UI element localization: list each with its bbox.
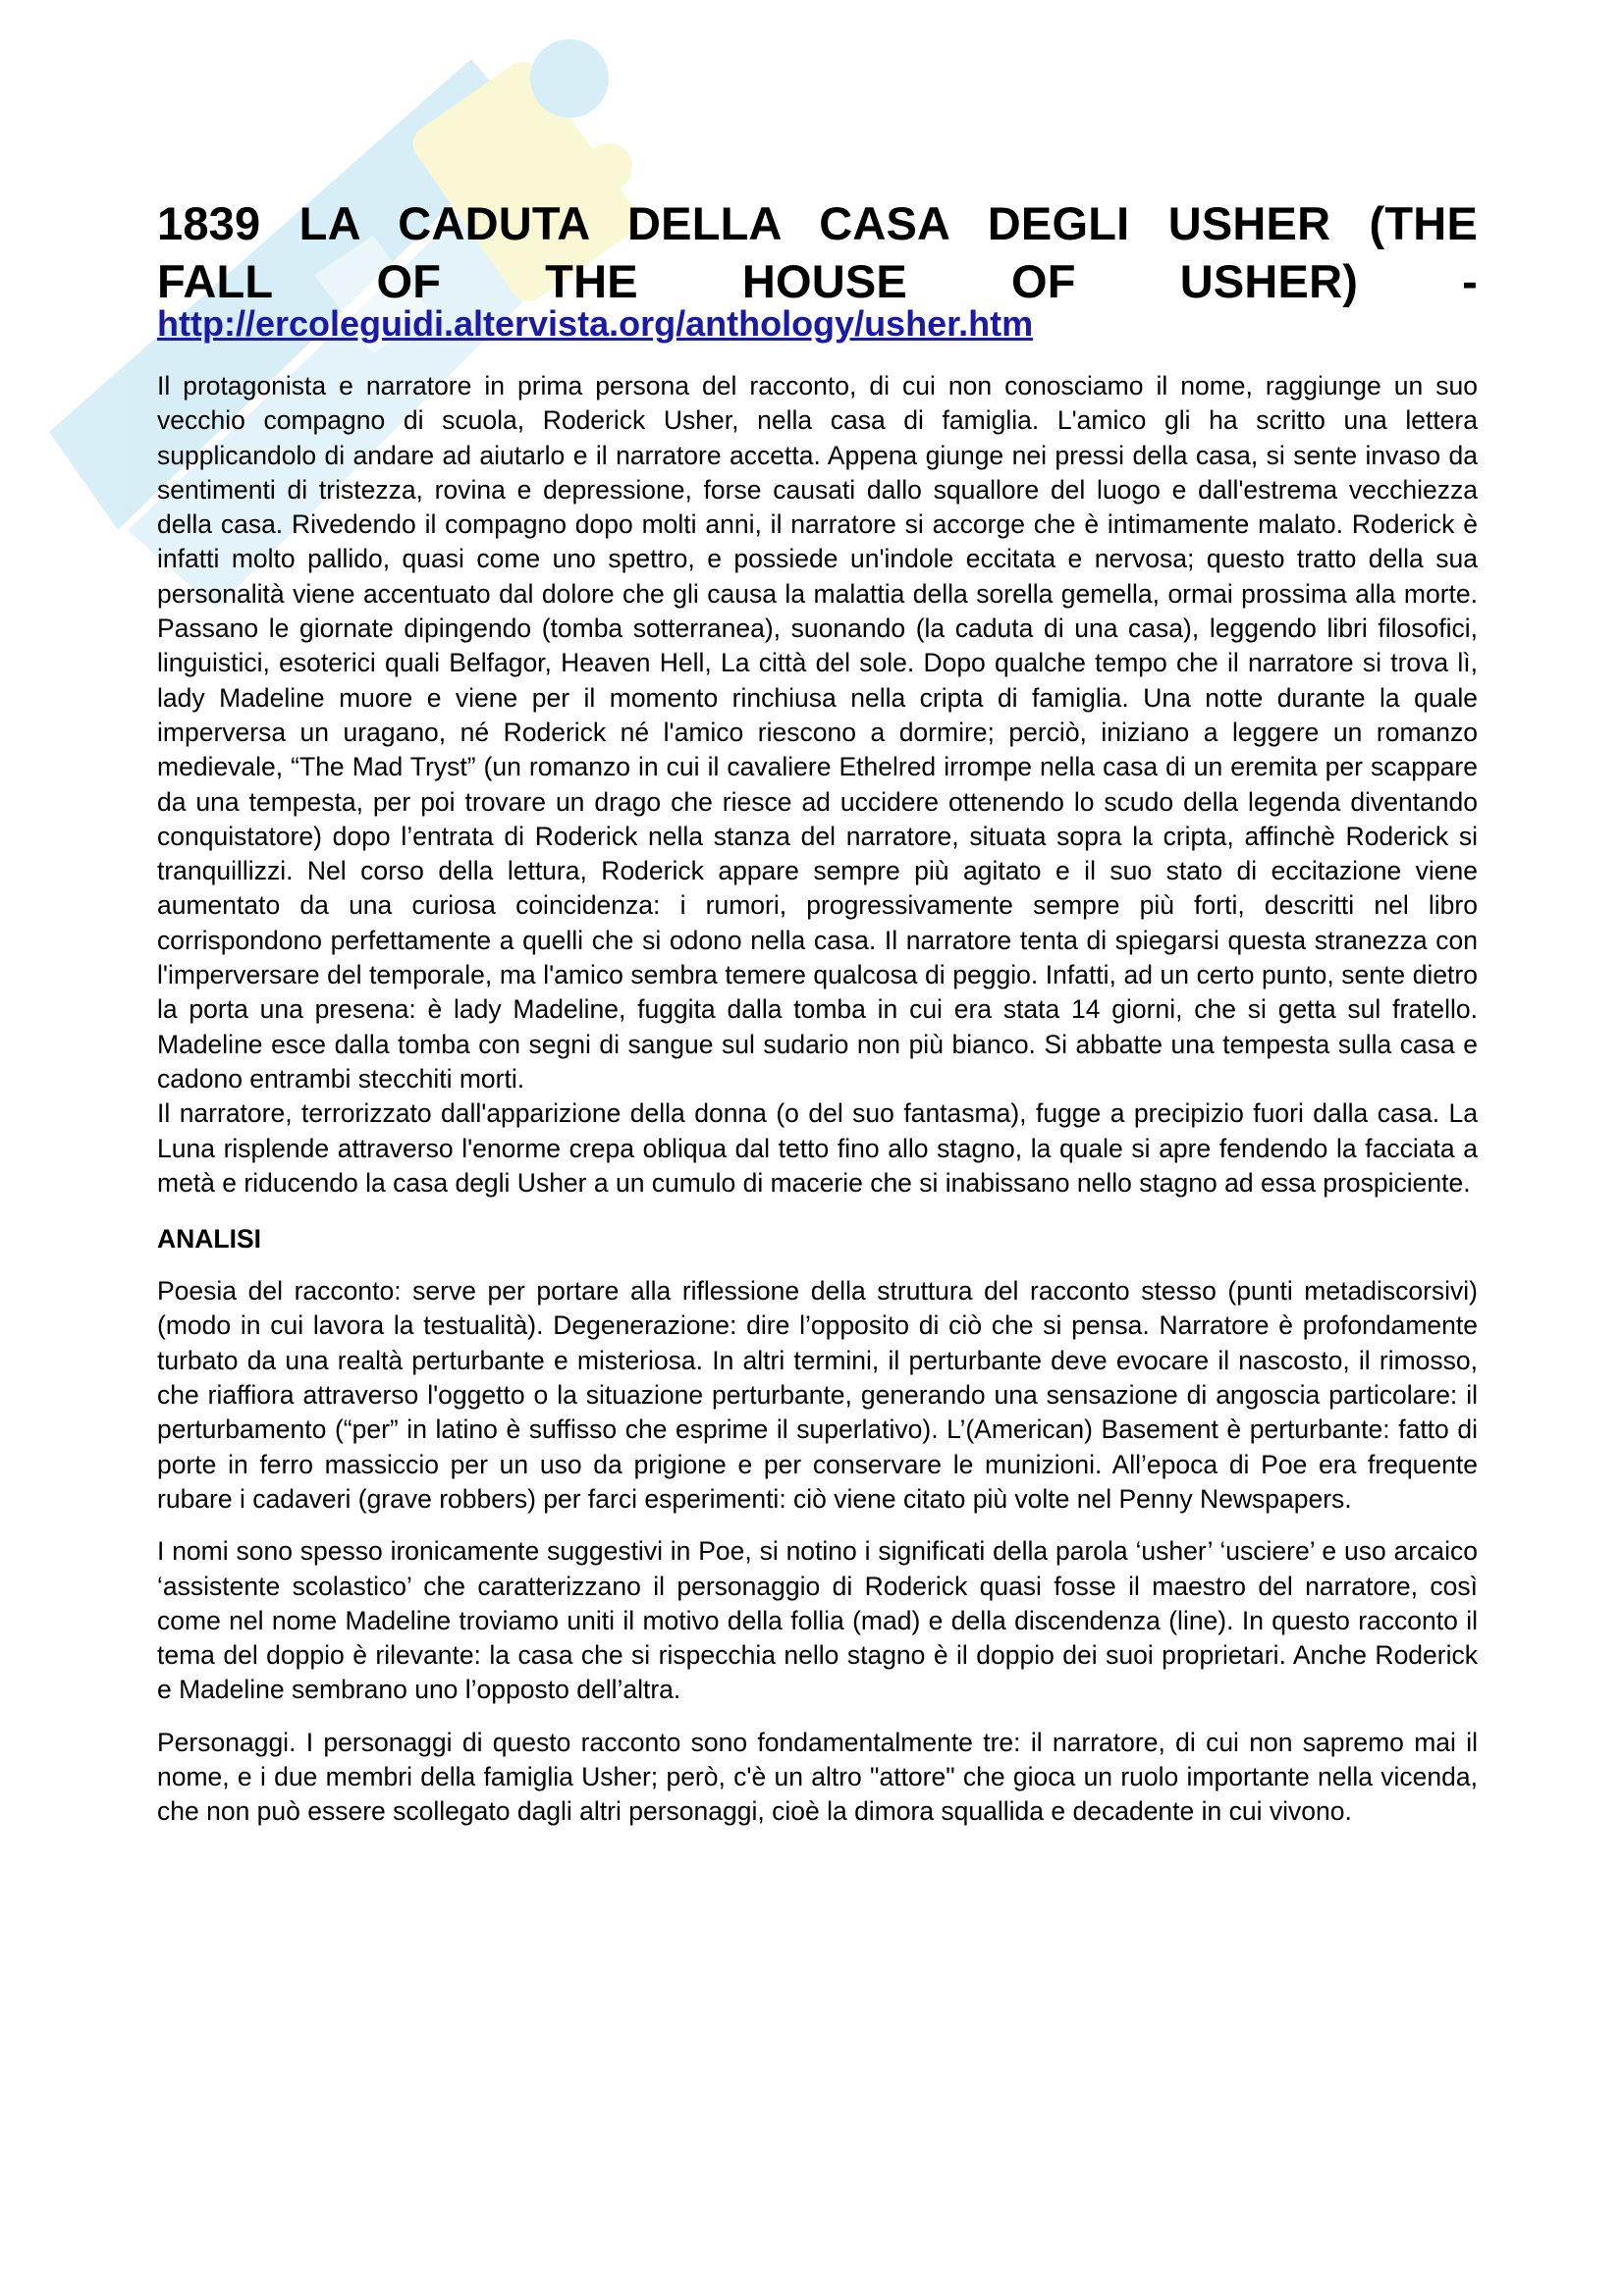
document-title: [157, 194, 1478, 310]
title-line-1: 1839 LA CADUTA DELLA CASA DEGLI USHER (THE: [157, 197, 1478, 249]
section-heading: ANALISI: [157, 1224, 261, 1255]
source-link[interactable]: http://ercoleguidi.altervista.org/anthology/usher.htm: [157, 303, 1034, 344]
summary-paragraph: Il narratore, terrorizzato dall'apparizione della donna (o del suo fantasma), fugge a precipizio fuori dalla casa. La Luna risplende attraverso l'enorme crepa obliqua dal tetto fino allo stagno, la quale si apre fendendo la facciata a metà e riducendo la casa degli Usher a un cumulo di macerie che si inabissano nello stagno ad essa prospiciente.: [157, 1098, 1478, 1198]
summary-paragraph: Il protagonista e narratore in prima persona del racconto, di cui non conosciamo il nome, raggiunge un suo vecchio compagno di scuola, Roderick Usher, nella casa di famiglia. L'amico gli ha scritto una lettera supplicandolo di andare ad aiutarlo e il narratore accetta. Appena giunge nei pressi della casa, si sente invaso da sentimenti di tristezza, rovina e depressione, forse causati dallo squallore del luogo e dall'estrema vecchiezza della casa. Rivedendo il compagno dopo molti anni, il narratore si accorge che è intimamente malato. Roderick è infatti molto pallido, quasi come uno spettro, e possiede un'indole eccitata e nervosa; questo tratto della sua personalità viene accentuato dal dolore che gli causa la malattia della sorella gemella, ormai prossima alla morte. Passano le giornate dipingendo (tomba sotterranea), suonando (la caduta di una casa), leggendo libri filosofici, linguistici, esoterici quali Belfagor, Heaven Hell, La città del sole. Dopo qualche tempo che il narratore si trova lì, lady Madeline muore e viene per il momento rinchiusa nella cripta di famiglia. Una notte durante la quale imperversa un uragano, né Roderick né l'amico riescono a dormire; perciò, iniziano a leggere un romanzo medievale, “The Mad Tryst” (un romanzo in cui il cavaliere Ethelred irrompe nella casa di un eremita per scappare da una tempesta, per poi trovare un drago che riesce ad uccidere ottenendo lo scudo della legenda diventando conquistatore) dopo l’entrata di Roderick nella stanza del narratore, situata sopra la cripta, affinchè Roderick si tranquillizzi. Nel corso della lettura, Roderick appare sempre più agitato e il suo stato di eccitazione viene aumentato da una curiosa coincidenza: i rumori, progressivamente sempre più forti, descritti nel libro corrispondono perfettamente a quelli che si odono nella casa. Il narratore tenta di spiegarsi questa stranezza con l'imperversare del temporale, ma l'amico sembra temere qualcosa di peggio. Infatti, ad un certo punto, sente dietro la porta una presena: è lady Madeline, fuggita dalla tomba in cui era stata 14 giorni, che si getta sul fratello. Madeline esce dalla tomba con segni di sangue sul sudario non più bianco. Si abbatte una tempesta sulla casa e cadono entrambi stecchiti morti.: [157, 371, 1478, 1094]
analysis-paragraph: Personaggi. I personaggi di questo racconto sono fondamentalmente tre: il narratore, di cui non sapremo mai il nome, e i due membri della famiglia Usher; però, c'è un altro "attore" che gioca un ruolo importante nella vicenda, che non può essere scollegato dagli altri personaggi, cioè la dimora squallida e decadente in cui vivono.: [157, 1727, 1478, 1827]
title-line-2: FALL OF THE HOUSE OF USHER) -: [157, 255, 1478, 307]
document-page: [157, 194, 1478, 1830]
analysis-paragraph: Poesia del racconto: serve per portare alla riflessione della struttura del racconto stesso (punti metadiscorsivi) (modo in cui lavora la testualità). Degenerazione: dire l’opposito di ciò che si pensa. Narratore è profondamente turbato da una realtà perturbante e misteriosa. In altri termini, il perturbante deve evocare il nascosto, il rimosso, che riaffiora attraverso l'oggetto o la situazione perturbante, generando una sensazione di angoscia particolare: il perturbamento (“per” in latino è suffisso che esprime il superlativo). L’(American) Basement è perturbante: fatto di porte in ferro massiccio per un uso da prigione e per conservare le munizioni. All’epoca di Poe era frequente rubare i cadaveri (grave robbers) per farci esperimenti: ciò viene citato più volte nel Penny Newspapers.: [157, 1276, 1478, 1514]
analysis-paragraph: I nomi sono spesso ironicamente suggestivi in Poe, si notino i significati della parola ‘usher’ ‘usciere’ e uso arcaico ‘assistente scolastico’ che caratterizzano il personaggio di Roderick quasi fosse il maestro del narratore, così come nel nome Madeline troviamo uniti il motivo della follia (mad) e della discendenza (line). In questo racconto il tema del doppio è rilevante: la casa che si rispecchia nello stagno è il doppio dei suoi proprietari. Anche Roderick e Madeline sembrano uno l’opposto dell’altra.: [157, 1536, 1478, 1705]
